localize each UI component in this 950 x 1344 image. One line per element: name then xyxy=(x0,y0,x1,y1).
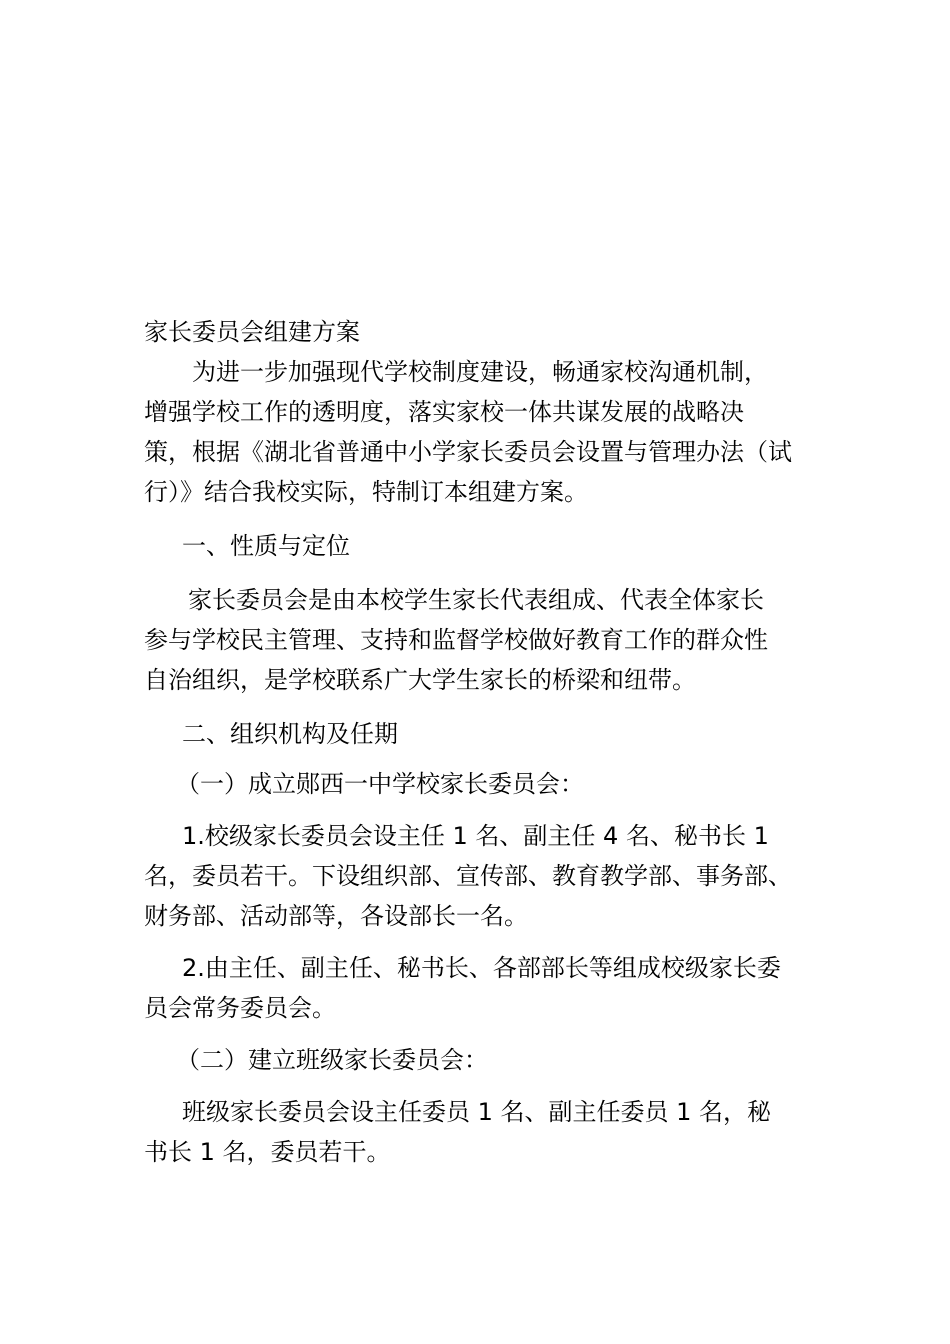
item1-line: 1.校级家长委员会设主任 1 名、副主任 4 名、秘书长 1 xyxy=(182,822,769,850)
class-committee-line: 书长 1 名，委员若干。 xyxy=(144,1138,391,1166)
class-committee-line: 班级家长委员会设主任委员 1 名、副主任委员 1 名，秘 xyxy=(182,1098,772,1126)
section1-paragraph xyxy=(144,580,814,700)
section1-line: 参与学校民主管理、支持和监督学校做好教育工作的群众性 xyxy=(144,626,768,654)
document-body xyxy=(144,312,814,1172)
section1-line: 自治组织，是学校联系广大学生家长的桥梁和纽带。 xyxy=(144,666,696,694)
item2-paragraph xyxy=(144,948,814,1028)
subsection2-heading: （二）建立班级家长委员会： xyxy=(176,1046,488,1074)
intro-line: 增强学校工作的透明度，落实家校一体共谋发展的战略决 xyxy=(144,398,744,426)
intro-line: 策，根据《湖北省普通中小学家长委员会设置与管理办法（试 xyxy=(144,438,792,466)
section1-heading: 一、性质与定位 xyxy=(182,532,350,560)
intro-line: 行）》结合我校实际，特制订本组建方案。 xyxy=(144,478,588,506)
item1-line: 财务部、活动部等，各设部长一名。 xyxy=(144,902,528,930)
item2-line: 2.由主任、副主任、秘书长、各部部长等组成校级家长委 xyxy=(182,954,781,982)
item1-line: 名，委员若干。下设组织部、宣传部、教育教学部、事务部、 xyxy=(144,862,792,890)
subsection1-heading: （一）成立郧西一中学校家长委员会： xyxy=(176,770,584,798)
item1-paragraph xyxy=(144,816,814,936)
class-committee-paragraph xyxy=(144,1092,814,1172)
intro-line: 为进一步加强现代学校制度建设，畅通家校沟通机制， xyxy=(192,358,768,386)
section2-heading: 二、组织机构及任期 xyxy=(182,720,398,748)
document-title: 家长委员会组建方案 xyxy=(144,318,360,346)
section1-line: 家长委员会是由本校学生家长代表组成、代表全体家长 xyxy=(188,586,764,614)
item2-line: 员会常务委员会。 xyxy=(144,994,336,1022)
intro-paragraph xyxy=(144,352,814,512)
